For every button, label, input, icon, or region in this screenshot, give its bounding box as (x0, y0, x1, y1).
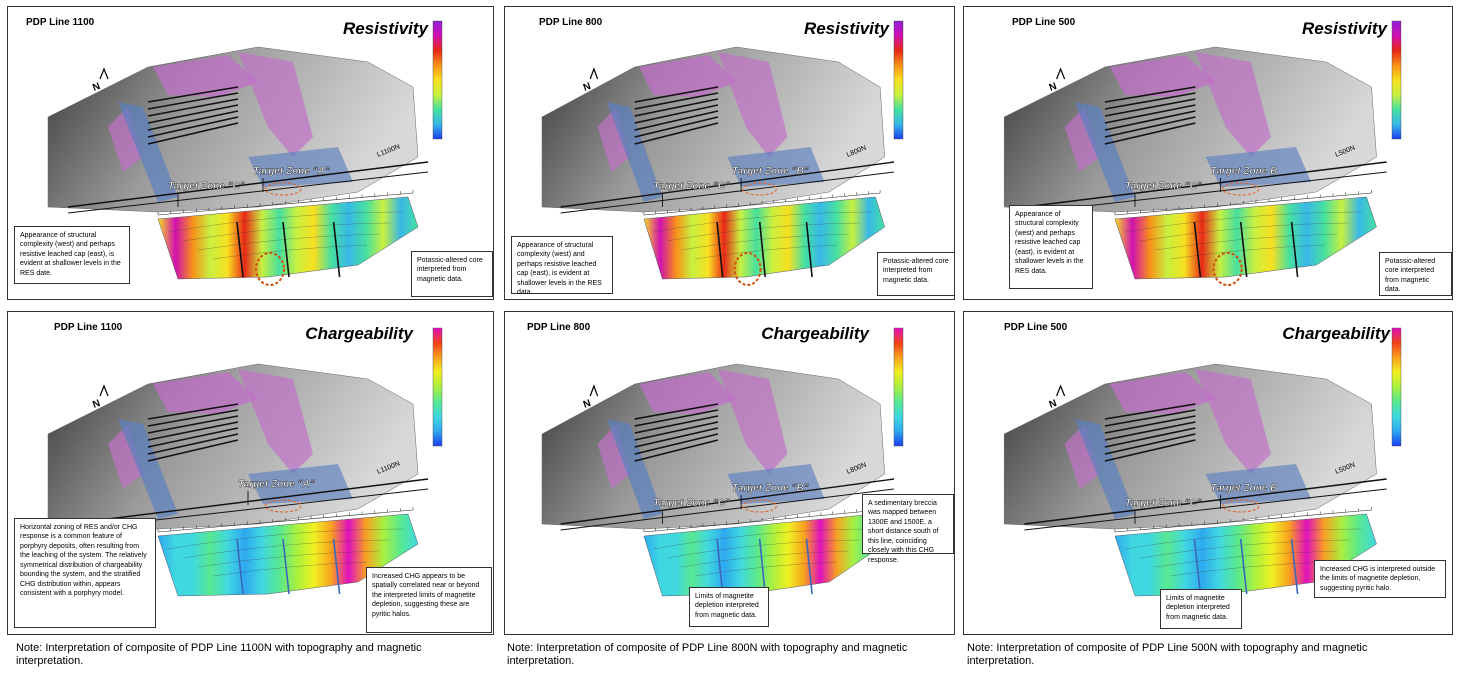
north-label: N (1047, 81, 1059, 94)
panel-title: Resistivity (1301, 19, 1387, 38)
line-tag: L800N (845, 144, 868, 159)
line-tag: L1100N (376, 143, 402, 159)
callout-magnetite-limits: Limits of magnetite depletion interpreted from magnetic data. (1160, 589, 1242, 629)
note-line-500: Note: Interpretation of composite of PDP Line 500N with topography and magnetic interpretation. (967, 642, 1368, 667)
panel-title: Chargeability (761, 324, 869, 343)
callout-structural: Appearance of structural complexity (west) and perhaps resistive leached cap (east), is evident at shallower levels in the RES date. (14, 226, 130, 284)
panel-chg-1100 (7, 311, 494, 635)
callout-potassic: Potassic-altered core interpreted from magnetic data. (1379, 252, 1452, 296)
panel-line-label: PDP Line 1100 (26, 17, 95, 28)
line-tag: L1100N (376, 460, 402, 476)
panel-res-500 (963, 6, 1453, 300)
note-line-800: Note: Interpretation of composite of PDP Line 800N with topography and magnetic interpretation. (507, 642, 908, 667)
north-label: N (581, 398, 593, 411)
callout-potassic: Potassic-altered core interpreted from magnetic data. (877, 252, 955, 296)
callout-horizontal-zoning: Horizontal zoning of RES and/or CHG response is a common feature of porphyry deposits, often resulting from the leaching of the system. The relatively symmetrical distribution of chargeability bounding the system, and the stratified CHG distribution within, appears consistent with a porphyry model. (14, 518, 156, 628)
line-tag: L800N (845, 461, 868, 476)
panel-line-label: PDP Line 800 (527, 322, 591, 333)
panel-line-label: PDP Line 1100 (54, 322, 123, 333)
north-label: N (1047, 398, 1059, 411)
callout-increased-chg: Increased CHG appears to be spatially correlated near or beyond the interpreted limits of magnetite depletion, suggesting these are pyritic halos. (366, 567, 492, 633)
panel-line-label: PDP Line 500 (1012, 17, 1076, 28)
panel-title: Chargeability (305, 324, 413, 343)
panel-chg-800 (504, 311, 955, 635)
target-zone-label: Target Zone “C” (1125, 181, 1202, 192)
line-tag: L500N (1334, 461, 1357, 476)
target-zone-label: Target Zone “A” (238, 479, 315, 490)
panel-res-1100 (7, 6, 494, 300)
target-zone-label: Target Zone “B” (731, 483, 809, 494)
target-zone-label: Target Zone B (1210, 483, 1278, 494)
panel-title: Resistivity (342, 19, 428, 38)
target-zone-label: Target Zone “C” (168, 181, 245, 192)
panel-title: Resistivity (803, 19, 889, 38)
callout-magnetite-limits: Limits of magnetite depletion interpreted from magnetic data. (689, 587, 769, 627)
panel-chg-500 (963, 311, 1453, 635)
north-label: N (91, 81, 102, 94)
north-label: N (581, 81, 593, 94)
note-line-1100: Note: Interpretation of composite of PDP Line 1100N with topography and magnetic interpretation. (16, 642, 422, 667)
panel-line-label: PDP Line 500 (1004, 322, 1068, 333)
target-zone-label: Target Zone “C” (653, 181, 731, 192)
callout-potassic: Potassic-altered core interpreted from magnetic data. (411, 251, 493, 297)
callout-pyritic-halo: Increased CHG is interpreted outside the limits of magnetite depletion, suggesting pyritic halo. (1314, 560, 1446, 598)
north-label: N (91, 398, 102, 411)
target-zone-label: Target Zone “C” (1125, 498, 1202, 509)
callout-structural: Appearance of structural complexity (west) and perhaps resistive leached cap (east), is evident at shallower levels in the RES data. (1009, 205, 1093, 289)
panel-res-800 (504, 6, 955, 300)
target-zone-label: Target Zone “C” (653, 498, 731, 509)
target-zone-label: Target Zone “A” (253, 166, 330, 177)
target-zone-label: Target Zone B (1210, 166, 1278, 177)
callout-sedimentary-breccia: A sedimentary breccia was mapped between 1300E and 1500E, a short distance south of this line, coinciding closely with this CHG response. (862, 494, 954, 554)
target-zone-label: Target Zone “B” (731, 166, 809, 177)
line-tag: L500N (1334, 144, 1357, 159)
callout-structural: Appearance of structural complexity (west) and perhaps resistive leached cap (east), is evident at shallower levels in the RES data. (511, 236, 613, 294)
panel-title: Chargeability (1282, 324, 1390, 343)
panel-line-label: PDP Line 800 (539, 17, 603, 28)
